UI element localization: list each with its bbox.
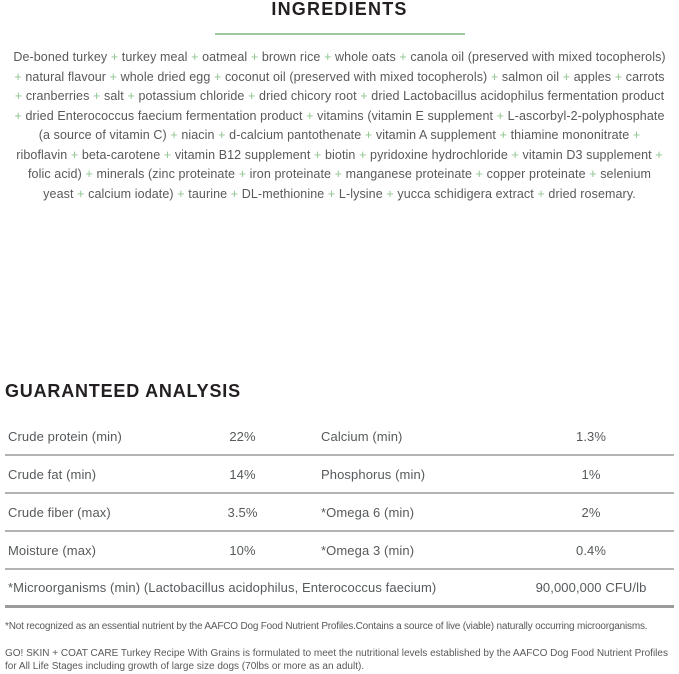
ingredient-item: iron proteinate	[249, 167, 332, 181]
plus-separator-icon: +	[386, 186, 394, 201]
plus-separator-icon: +	[324, 50, 332, 64]
plus-separator-icon: +	[213, 69, 222, 84]
plus-separator-icon: +	[14, 108, 22, 123]
plus-separator-icon: +	[499, 128, 507, 142]
plus-separator-icon: +	[250, 50, 259, 64]
analysis-value: 1%	[581, 466, 601, 482]
plus-separator-icon: +	[70, 147, 79, 162]
formulation-statement: GO! SKIN + COAT CARE Turkey Recipe With Grains is formulated to meet the nutritional levels established by the AAFCO Dog Food Nutrient Profiles for All Life Stages including growth of large size dogs (70lbs or more as an adult).	[5, 648, 668, 672]
plus-separator-icon: +	[191, 50, 199, 64]
plus-separator-icon: +	[170, 128, 178, 142]
plus-separator-icon: +	[14, 69, 22, 84]
ingredient-item: dried rosemary.	[548, 186, 636, 201]
plus-separator-icon: +	[475, 167, 484, 181]
analysis-row-microorganisms	[5, 570, 674, 608]
plus-separator-icon: +	[364, 128, 373, 142]
guaranteed-analysis-table	[5, 418, 674, 608]
analysis-value: 3.5%	[227, 504, 258, 520]
analysis-label: Phosphorus (min)	[321, 466, 426, 482]
plus-separator-icon: +	[360, 89, 368, 103]
plus-separator-icon: +	[562, 69, 571, 84]
ingredient-item: coconut oil (preserved with mixed tocopherols)	[224, 69, 488, 84]
ingredient-item: cranberries	[25, 89, 90, 103]
ingredient-item: dried Enterococcus faecium fermentation product	[25, 108, 303, 123]
ingredient-item: carrots	[625, 69, 665, 84]
analysis-value: 22%	[229, 428, 256, 444]
ingredient-item: copper proteinate	[486, 167, 586, 181]
ingredient-item: vitamin A supplement	[375, 128, 496, 142]
plus-separator-icon: +	[306, 108, 314, 123]
analysis-label: *Microorganisms (min) (Lactobacillus acidophilus, Enterococcus faecium)	[8, 580, 437, 595]
ingredient-item: minerals (zinc proteinate	[96, 167, 236, 181]
ingredient-item: L-lysine	[338, 186, 383, 201]
ingredient-item: brown rice	[261, 50, 321, 64]
analysis-row	[5, 418, 674, 456]
plus-separator-icon: +	[327, 186, 336, 201]
analysis-label: Moisture (max)	[8, 542, 97, 558]
plus-separator-icon: +	[589, 167, 597, 181]
analysis-value: 90,000,000 CFU/lb	[535, 580, 647, 595]
plus-separator-icon: +	[127, 89, 135, 103]
ingredient-item: L-ascorbyl-2-polyphosphate (a source of vitamin C)	[38, 108, 665, 142]
analysis-value: 0.4%	[575, 542, 607, 558]
plus-separator-icon: +	[230, 186, 239, 201]
ingredient-item: beta-carotene	[81, 147, 161, 162]
ingredient-item: calcium iodate)	[88, 186, 174, 201]
plus-separator-icon: +	[238, 167, 247, 181]
analysis-value: 10%	[229, 542, 256, 558]
green-divider	[215, 33, 465, 35]
ingredient-item: turkey meal	[121, 50, 188, 64]
ingredient-item: riboflavin	[16, 147, 68, 162]
ingredient-item: vitamin B12 supplement	[174, 147, 311, 162]
plus-separator-icon: +	[399, 50, 407, 64]
ingredient-item: d-calcium pantothenate	[229, 128, 362, 142]
plus-separator-icon: +	[496, 108, 505, 123]
plus-separator-icon: +	[614, 69, 623, 84]
ingredient-item: DL-methionine	[241, 186, 325, 201]
plus-separator-icon: +	[632, 128, 641, 142]
plus-separator-icon: +	[314, 147, 322, 162]
plus-separator-icon: +	[334, 167, 343, 181]
ingredient-item: vitamins (vitamin E supplement	[317, 108, 494, 123]
ingredient-item: pyridoxine hydrochloride	[370, 147, 508, 162]
ingredient-item: salmon oil	[501, 69, 560, 84]
ingredients-text	[12, 48, 667, 204]
ingredient-item: yucca schidigera extract	[397, 186, 534, 201]
plus-separator-icon: +	[14, 89, 23, 103]
plus-separator-icon: +	[248, 89, 256, 103]
ingredient-item: apples	[573, 69, 612, 84]
guaranteed-analysis-section	[0, 382, 679, 673]
plus-separator-icon: +	[77, 186, 85, 201]
plus-separator-icon: +	[93, 89, 101, 103]
ingredient-item: natural flavour	[25, 69, 107, 84]
plus-separator-icon: +	[163, 147, 172, 162]
guaranteed-analysis-title: GUARANTEED ANALYSIS	[5, 381, 241, 401]
ingredient-item: thiamine mononitrate	[510, 128, 630, 142]
plus-separator-icon: +	[359, 147, 367, 162]
analysis-label: Crude fiber (max)	[8, 504, 111, 520]
ingredients-title: INGREDIENTS	[271, 0, 408, 19]
ingredient-item: whole oats	[335, 50, 396, 64]
plus-separator-icon: +	[655, 147, 663, 162]
ingredient-item: whole dried egg	[120, 69, 211, 84]
ingredient-item: oatmeal	[202, 50, 248, 64]
plus-separator-icon: +	[109, 69, 118, 84]
ingredient-item: dried Lactobacillus acidophilus fermentation product	[371, 89, 665, 103]
ingredient-item: De-boned turkey	[13, 50, 108, 64]
analysis-label: Calcium (min)	[321, 428, 403, 444]
ingredient-item: niacin	[181, 128, 215, 142]
ingredient-item: taurine	[188, 186, 228, 201]
ingredient-item: biotin	[325, 147, 356, 162]
ingredient-item: salt	[104, 89, 124, 103]
analysis-label: Crude protein (min)	[8, 428, 122, 444]
analysis-label: *Omega 6 (min)	[321, 504, 415, 520]
ingredient-item: potassium chloride	[138, 89, 245, 103]
analysis-row	[5, 456, 674, 494]
ingredient-item: vitamin D3 supplement	[522, 147, 652, 162]
plus-separator-icon: +	[490, 69, 499, 84]
plus-separator-icon: +	[218, 128, 226, 142]
plus-separator-icon: +	[537, 186, 545, 201]
ingredients-section	[0, 0, 679, 204]
analysis-row	[5, 494, 674, 532]
analysis-value: 1.3%	[575, 428, 607, 444]
analysis-label: *Omega 3 (min)	[321, 542, 415, 558]
ingredient-item: manganese proteinate	[345, 167, 473, 181]
ingredient-item: selenium yeast	[43, 167, 652, 201]
ingredient-item: canola oil (preserved with mixed tocopherols)	[410, 50, 666, 64]
plus-separator-icon: +	[110, 50, 119, 64]
plus-separator-icon: +	[511, 147, 519, 162]
analysis-label: Crude fat (min)	[8, 466, 97, 482]
analysis-value: 2%	[581, 504, 601, 520]
ingredient-item: folic acid)	[27, 167, 82, 181]
plus-separator-icon: +	[177, 186, 185, 201]
analysis-footnote: *Not recognized as an essential nutrient by the AAFCO Dog Food Nutrient Profiles.Contains a source of live (viable) naturally occurring microorganisms.	[5, 621, 648, 632]
plus-separator-icon: +	[85, 167, 93, 181]
analysis-value: 14%	[229, 466, 256, 482]
ingredient-item: dried chicory root	[259, 89, 357, 103]
analysis-row	[5, 532, 674, 570]
